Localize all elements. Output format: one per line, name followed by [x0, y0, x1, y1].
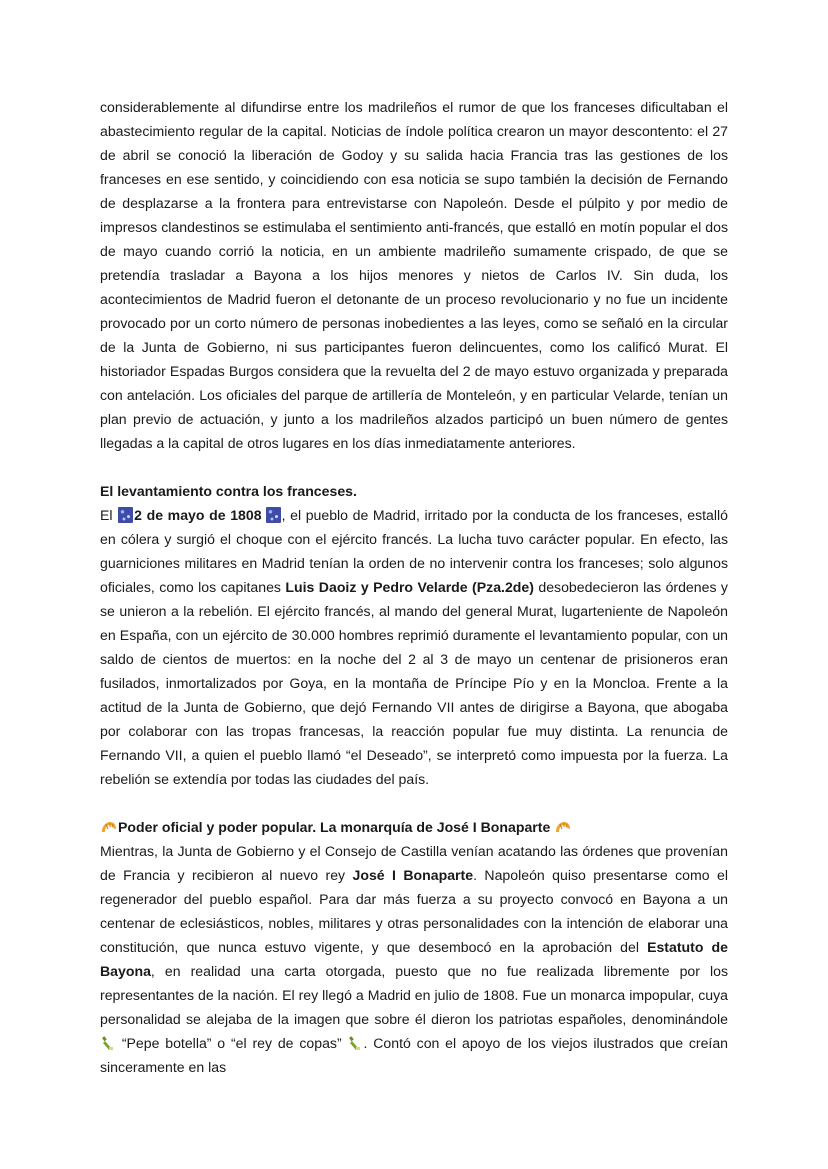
sparkles-icon	[266, 507, 281, 523]
text-run: , el pueblo de Madrid, irritado por la conducta de los franceses, estalló en cólera y surgió el choque con el ejército francés. La lucha tuvo carácter popular. En efecto, las guarniciones militares en Madrid tenían la orden de no intervenir contra los franceses; solo algunos oficiales, como los capitanes	[100, 507, 728, 595]
bold-king: José I Bonaparte	[352, 867, 474, 883]
bold-captains: Luis Daoiz y Pedro Velarde (Pza.2de)	[285, 579, 534, 595]
paragraph-levantamiento	[100, 503, 728, 791]
section-heading-text: Poder oficial y poder popular. La monarquía de José I Bonaparte	[118, 819, 551, 835]
paragraph-poder	[100, 839, 728, 1079]
sparkles-icon	[118, 507, 133, 523]
text-run: El	[100, 507, 118, 523]
paragraph-madrid-context	[100, 95, 728, 455]
bottle-icon	[102, 1035, 114, 1051]
text-run: Mientras, la Junta de Gobierno y el Consejo de Castilla venían acatando las órdenes que provenían de Francia y recibieron al nuevo rey	[100, 843, 728, 883]
text-run: desobedecieron las órdenes y se unieron a la rebelión. El ejército francés, al mando del general Murat, lugarteniente de Napoleón en España, con un ejército de 30.000 hombres reprimió duramente el levantamiento popular, con un saldo de cientos de muertos: en la noche del 2 al 3 de mayo un centenar de prisioneros eran fusilados, inmortalizados por Goya, en la montaña de Príncipe Pío y en la Moncloa. Frente a la actitud de la Junta de Gobierno, que dejó Fernando VII antes de dirigirse a Bayona, que abogaba por colaborar con las tropas francesas, la reacción popular fue muy distinta. La renuncia de Fernando VII, a quien el pueblo llamó “el Deseado”, se interpretó como impuesta por la fuerza. La rebelión se extendía por todas las ciudades del país.	[100, 579, 728, 787]
paragraph-text: considerablemente al difundirse entre los madrileños el rumor de que los franceses dificultaban el abastecimiento regular de la capital. Noticias de índole política crearon un mayor descontento: el 27 de abril se conoció la liberación de Godoy y su salida hacia Francia tras las gestiones de los franceses en ese sentido, y coincidiendo con esa noticia se supo también la decisión de Fernando de desplazarse a la frontera para entrevistarse con Napoleón. Desde el púlpito y por medio de impresos clandestinos se estimulaba el sentimiento anti-francés, que estalló en motín popular el dos de mayo cuando corrió la noticia, en un ambiente madrileño sumamente crispado, de que se pretendía trasladar a Bayona a los hijos menores y nietos de Carlos IV. Sin duda, los acontecimientos de Madrid fueron el detonante de un proceso revolucionario y no fue un incidente provocado por un corto número de personas inobedientes a las leyes, como se señaló en la circular de la Junta de Gobierno, ni sus participantes fueron delincuentes, como los calificó Murat. El historiador Espadas Burgos considera que la revuelta del 2 de mayo estuvo organizada y preparada con antelación. Los oficiales del parque de artillería de Monteleón, y en particular Velarde, tenían un plan previo de actuación, y junto a los madrileños alzados participó un buen número de gentes llegadas a la capital de otros lugares en los días inmediatamente anteriores.	[100, 99, 728, 451]
text-run: . Napoleón quiso presentarse como el regenerador del pueblo español. Para dar más fuerza a su proyecto convocó en Bayona a un centenar de eclesiásticos, nobles, militares y otras personalidades con la intención de elaborar una constitución, que nunca estuvo vigente, y que desembocó en la aprobación del	[100, 867, 728, 955]
document-page	[100, 95, 728, 1079]
text-run: . Contó con el apoyo de los viejos ilustrados que creían sinceramente en las	[100, 1035, 729, 1075]
section-heading-poder	[100, 815, 728, 839]
section-heading-levantamiento: El levantamiento contra los franceses.	[100, 483, 357, 499]
text-run: , en realidad una carta otorgada, puesto que no fue realizada libremente por los representantes de la nación. El rey llegó a Madrid en julio de 1808. Fue un monarca impopular, cuya personalidad se alejaba de la imagen que sobre él dieron los patriotas españoles, denominándole	[100, 963, 728, 1027]
bold-date: 2 de mayo de 1808	[134, 507, 262, 523]
croissant-icon	[101, 821, 117, 835]
nickname-rey-de-copas: “el rey de copas”	[230, 1035, 342, 1051]
text-run: o	[211, 1035, 231, 1051]
bottle-icon	[349, 1035, 361, 1051]
croissant-icon	[555, 821, 571, 835]
nickname-pepe-botella: “Pepe botella”	[121, 1035, 212, 1051]
bold-statute: Estatuto de Bayona	[100, 939, 728, 979]
